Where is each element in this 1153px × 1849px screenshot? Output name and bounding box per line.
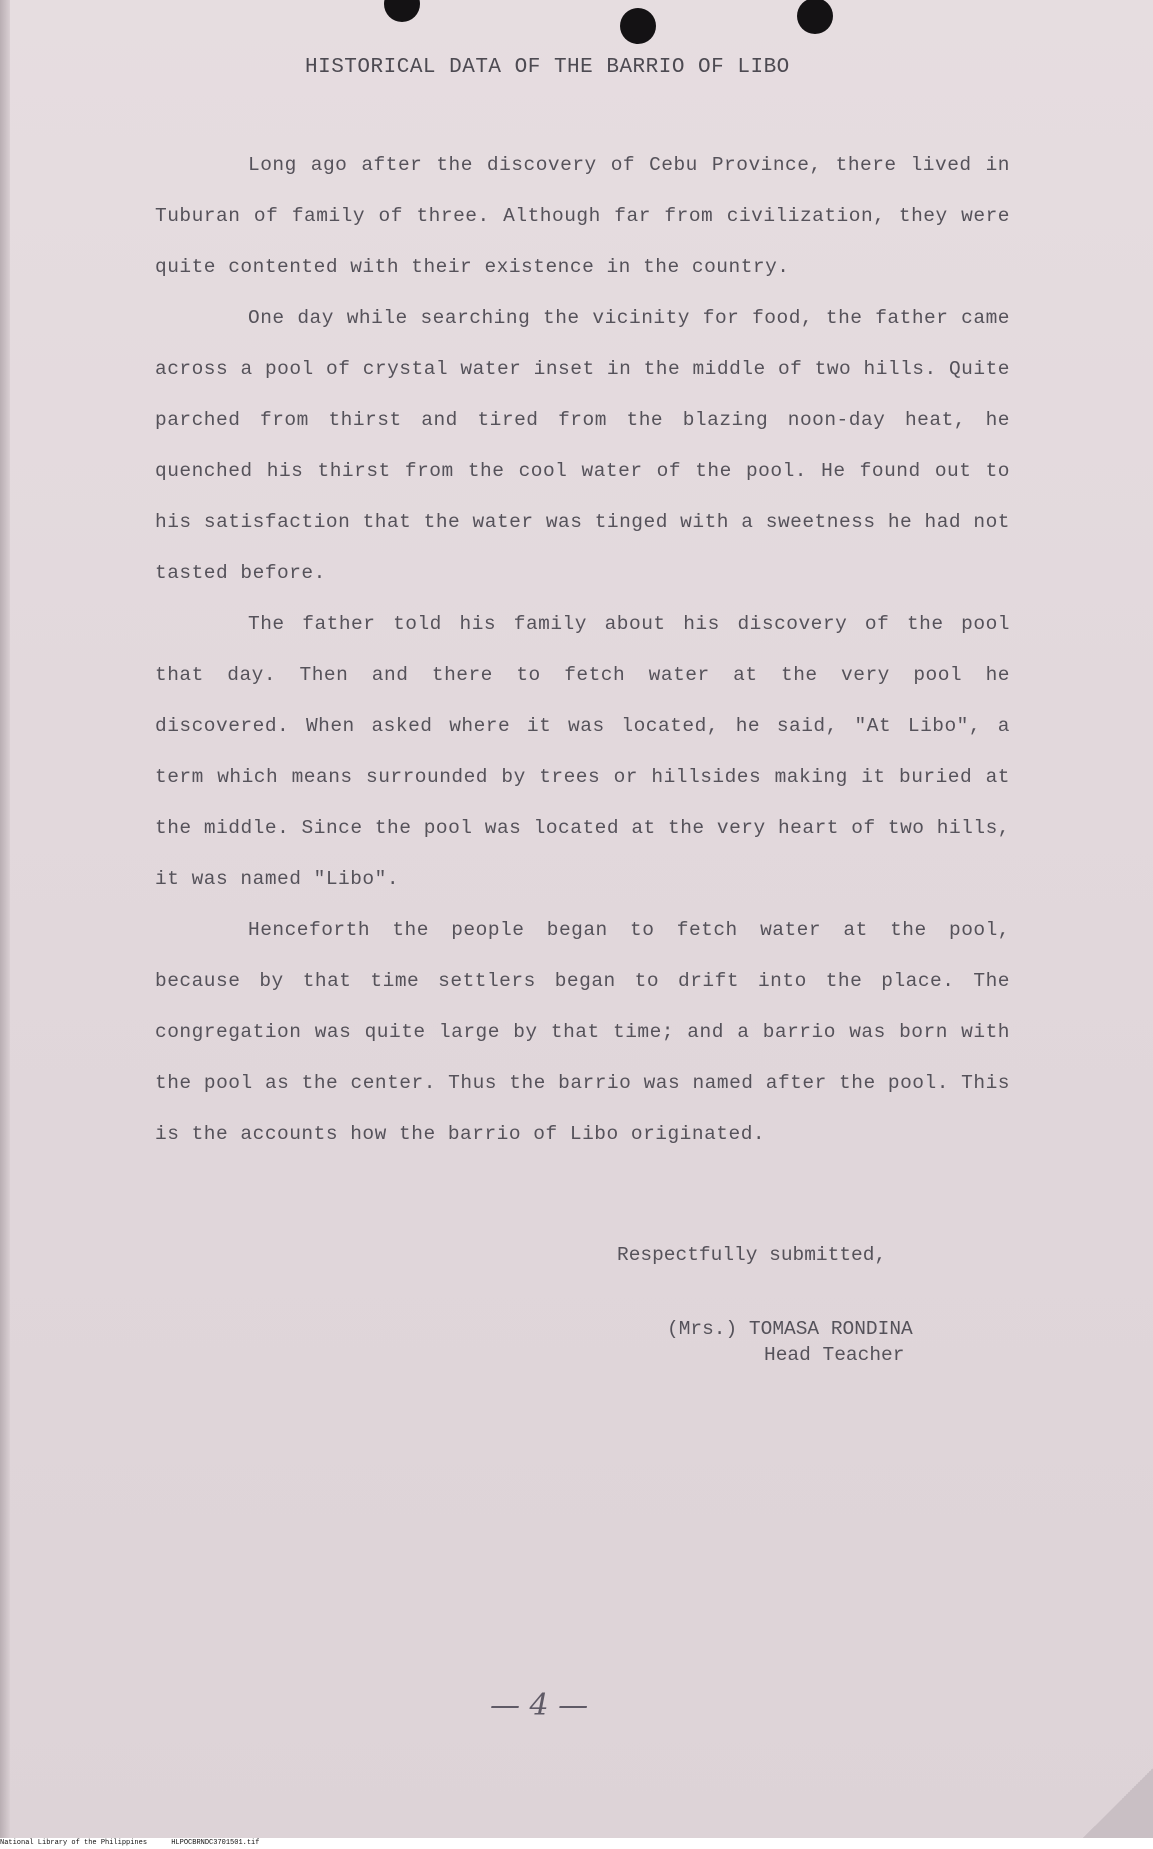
closing-line: Respectfully submitted, bbox=[617, 1244, 887, 1266]
scan-footer bbox=[0, 1838, 1153, 1849]
paragraph: Henceforth the people began to fetch water at the pool, because by that time settlers began to drift into the place. The congregation was quite large by that time; and a barrio was born with the pool as the center. Thus the barrio was named after the pool. This is the accounts how the barrio of Libo originated. bbox=[155, 919, 1010, 1145]
folded-corner bbox=[1083, 1768, 1153, 1838]
document-body bbox=[155, 140, 1010, 1160]
footer-file: HLPOCBRNDC3701501.tif bbox=[171, 1839, 260, 1847]
punch-hole bbox=[620, 8, 656, 44]
footer-library: National Library of the Philippines bbox=[0, 1839, 148, 1847]
paragraph: The father told his family about his discovery of the pool that day. Then and there to fetch water at the very pool he discovered. When asked where it was located, he said, "At Libo", a term which means surrounded by trees or hillsides making it buried at the middle. Since the pool was located at the very heart of two hills, it was named "Libo". bbox=[155, 613, 1010, 890]
signer-title: Head Teacher bbox=[764, 1344, 905, 1366]
signer-name: (Mrs.) TOMASA RONDINA bbox=[667, 1318, 913, 1340]
document-title: HISTORICAL DATA OF THE BARRIO OF LIBO bbox=[305, 56, 790, 79]
punch-hole bbox=[797, 0, 833, 34]
page-edge-shadow bbox=[0, 0, 10, 1849]
punch-hole bbox=[384, 0, 420, 22]
paragraph: Long ago after the discovery of Cebu Province, there lived in Tuburan of family of three. Although far from civilization, they were quite contented with their existence in the country. bbox=[155, 154, 1010, 278]
paragraph: One day while searching the vicinity for food, the father came across a pool of crystal water inset in the middle of two hills. Quite parched from thirst and tired from the blazing noon-day heat, he quenched his thirst from the cool water of the pool. He found out to his satisfaction that the water was tinged with a sweetness he had not tasted before. bbox=[155, 307, 1010, 584]
page-number: — 4 — bbox=[490, 1688, 589, 1723]
